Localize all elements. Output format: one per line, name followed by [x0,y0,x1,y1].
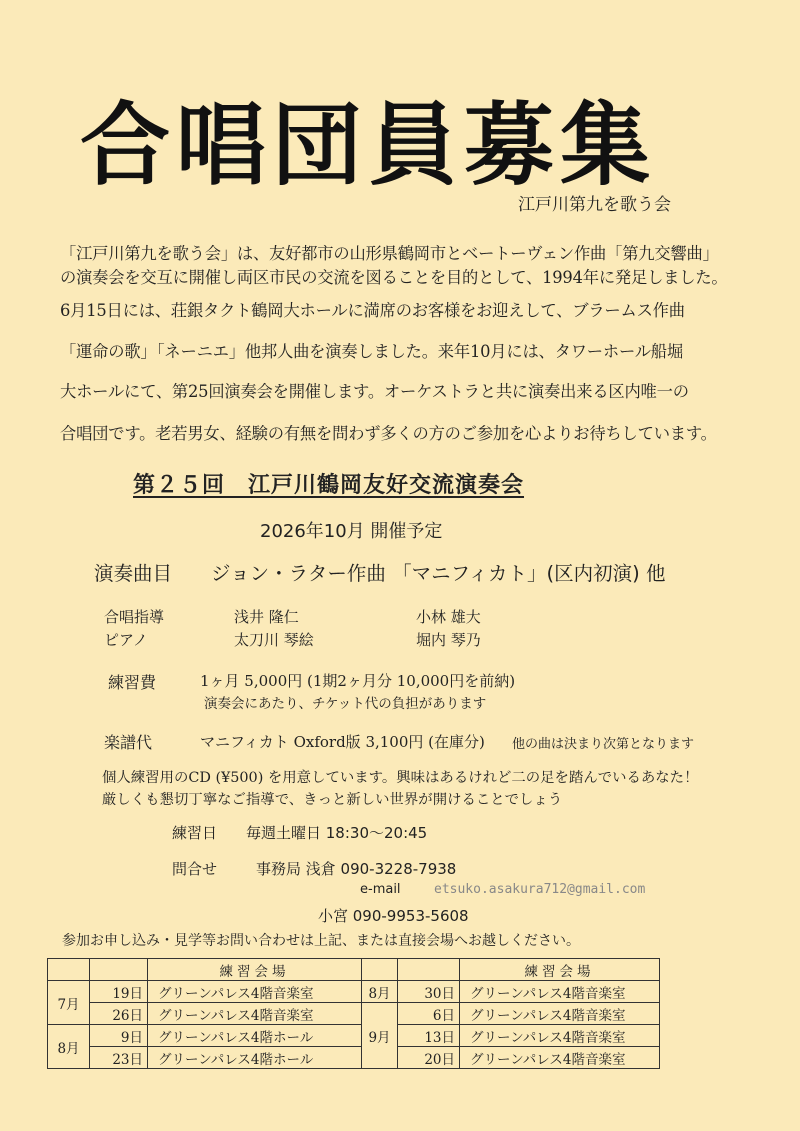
table-cell [48,959,90,981]
fee-note: 演奏会にあたり、チケット代の負担があります [204,696,487,712]
venue-cell: グリーンパレス4階音楽室 [460,1025,660,1047]
date-cell: 19日 [90,981,148,1003]
month-cell: 7月 [48,981,90,1025]
cd-note: 個人練習用のCD (¥500) を用意しています。興味はあるけれど二の足を踏んでいるあなた！ [102,770,699,786]
intro-line: の演奏会を交互に開催し両区市民の交流を図ることを目的として、1994年に発足しました。 [60,268,728,287]
contact-secondary: 小宮 090-9953-5608 [318,907,469,925]
intro-line: 6月15日には、荘銀タクト鶴岡大ホールに満席のお客様をお迎えして、ブラームス作曲 [60,301,685,320]
table-cell [362,959,398,981]
month-cell: 8月 [362,981,398,1003]
venue-cell: グリーンパレス4階音楽室 [148,1003,362,1025]
table-row [48,1025,660,1047]
cd-note: 厳しくも懇切丁寧なご指導で、きっと新しい世界が開けることでしょう [102,792,563,808]
practice-schedule-table [47,958,660,1069]
fee-label: 練習費 [108,673,157,692]
venue-cell: グリーンパレス4階音楽室 [148,981,362,1003]
score-note: 他の曲は決まり次第となります [512,737,695,752]
date-cell: 30日 [398,981,460,1003]
date-cell: 6日 [398,1003,460,1025]
table-row [48,981,660,1003]
conductor-name: 小林 雄大 [416,608,481,626]
date-cell: 20日 [398,1047,460,1069]
practice-day: 毎週土曜日 18:30～20:45 [246,824,428,842]
organization-name: 江戸川第九を歌う会 [518,195,671,215]
conductor-name: 浅井 隆仁 [234,608,299,626]
intro-line: 「運命の歌」「ネーニエ」他邦人曲を演奏しました。来年10月には、タワーホール船堀 [60,342,683,361]
score-value: マニフィカト Oxford版 3,100円 (在庫分) [200,733,485,751]
page-title: 合唱団員募集 [80,93,656,198]
table-cell [90,959,148,981]
venue-header: 練習会場 [460,959,660,981]
month-cell: 9月 [362,1003,398,1069]
concert-schedule: 2026年10月 開催予定 [260,521,443,542]
pianist-name: 堀内 琴乃 [416,631,481,649]
table-row [48,1047,660,1069]
table-header-row [48,959,660,981]
contact-label: 問合せ [172,860,218,878]
intro-line: 大ホールにて、第25回演奏会を開催します。オーケストラと共に演奏出来る区内唯一の [60,382,689,401]
date-cell: 13日 [398,1025,460,1047]
date-cell: 23日 [90,1047,148,1069]
intro-line: 合唱団です。老若男女、経験の有無を問わず多くの方のご参加を心よりお待ちしています。 [60,424,717,443]
venue-cell: グリーンパレス4階音楽室 [460,1003,660,1025]
table-row [48,1003,660,1025]
score-label: 楽譜代 [104,733,153,752]
pianist-name: 太刀川 琴絵 [234,631,314,649]
venue-cell: グリーンパレス4階ホール [148,1025,362,1047]
venue-header: 練習会場 [148,959,362,981]
conductor-label: 合唱指導 [104,608,165,626]
office-contact: 事務局 浅倉 090-3228-7938 [256,860,457,878]
venue-cell: グリーンパレス4階音楽室 [460,1047,660,1069]
date-cell: 26日 [90,1003,148,1025]
concert-program: 演奏曲目 ジョン・ラター作曲 「マニフィカト」(区内初演) 他 [94,562,666,585]
email-label: e-mail [360,882,401,897]
email-address[interactable]: etsuko.asakura712@gmail.com [434,882,646,897]
date-cell: 9日 [90,1025,148,1047]
intro-line: 「江戸川第九を歌う会」は、友好都市の山形県鶴岡市とベートーヴェン作曲「第九交響曲」 [60,244,719,263]
venue-cell: グリーンパレス4階音楽室 [460,981,660,1003]
venue-cell: グリーンパレス4階ホール [148,1047,362,1069]
practice-label: 練習日 [172,824,218,842]
apply-note: 参加お申し込み・見学等お問い合わせは上記、または直接会場へお越しください。 [62,933,580,949]
piano-label: ピアノ [104,631,148,649]
month-cell: 8月 [48,1025,90,1069]
concert-title: 第２５回 江戸川鶴岡友好交流演奏会 [133,473,525,498]
table-cell [398,959,460,981]
fee-value: 1ヶ月 5,000円 (1期2ヶ月分 10,000円を前納) [200,672,516,690]
